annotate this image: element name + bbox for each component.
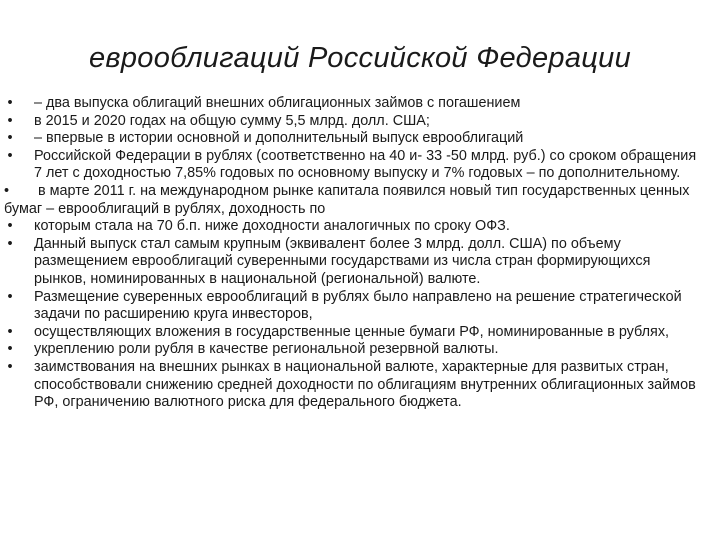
list-item-text: в 2015 и 2020 годах на общую сумму 5,5 млрд. долл. США; xyxy=(34,112,430,129)
list-item-text: Размещение суверенных еврооблигаций в рублях было направлено на решение стратегической задачи по расширению круга инвесторов, xyxy=(34,288,682,323)
list-item xyxy=(4,359,704,412)
list-item-text: осуществляющих вложения в государственные ценные бумаги РФ, номинированные в рублях, xyxy=(34,323,670,340)
bullet-icon: • xyxy=(7,358,13,375)
bullet-list xyxy=(4,95,704,412)
bullet-icon: • xyxy=(4,182,10,199)
list-item xyxy=(4,113,704,131)
bullet-icon: • xyxy=(7,341,13,358)
bullet-icon: • xyxy=(7,112,13,129)
list-item-text: Данный выпуск стал самым крупным (эквивалент более 3 млрд. долл. США) по объему размещением еврооблигаций суверенными государствами из числа стран формирующихся рынков, номинированных в национальной (региональной) валюте. xyxy=(34,235,651,287)
list-item-text: в марте 2011 г. на международном рынке капитала появился новый тип государственных ценных бумаг – еврооблигаций в рублях, доходность по xyxy=(4,182,690,217)
list-item-text: Российской Федерации в рублях (соответственно на 40 и- 33 -50 млрд. руб.) со сроком обращения 7 лет с доходностью 7,85% годовых по основному выпуску и 7% годовых – по дополнительному. xyxy=(34,147,697,182)
bullet-icon: • xyxy=(7,95,13,111)
list-item-text: укреплению роли рубля в качестве региональной резервной валюты. xyxy=(34,341,499,358)
list-item xyxy=(4,236,704,289)
bullet-icon: • xyxy=(7,218,13,235)
list-item xyxy=(4,218,704,236)
bullet-icon: • xyxy=(7,288,13,305)
slide-title: еврооблигаций Российской Федерации xyxy=(88,42,632,74)
list-item-text: которым стала на 70 б.п. ниже доходности аналогичных по сроку ОФЗ. xyxy=(34,218,510,235)
bullet-icon: • xyxy=(7,323,13,340)
bullet-icon: • xyxy=(7,235,13,252)
list-item xyxy=(4,341,704,359)
list-item-text: заимствования на внешних рынках в национальной валюте, характерные для развитых стран, способствовали снижению средней доходности по облигациям внутренних облигационных займов РФ, ограничению валютного риска для федерального бюджета. xyxy=(34,358,696,411)
list-item xyxy=(4,95,704,113)
list-item xyxy=(4,148,704,183)
bullet-icon: • xyxy=(7,147,13,164)
list-item xyxy=(4,130,704,148)
list-item xyxy=(4,324,704,342)
list-item-text: – впервые в истории основной и дополнительный выпуск еврооблигаций xyxy=(34,130,524,147)
list-item-text: – два выпуска облигаций внешних облигационных займов с погашением xyxy=(34,95,521,111)
bullet-icon: • xyxy=(7,130,13,147)
list-item xyxy=(4,289,704,324)
list-item xyxy=(4,183,704,218)
